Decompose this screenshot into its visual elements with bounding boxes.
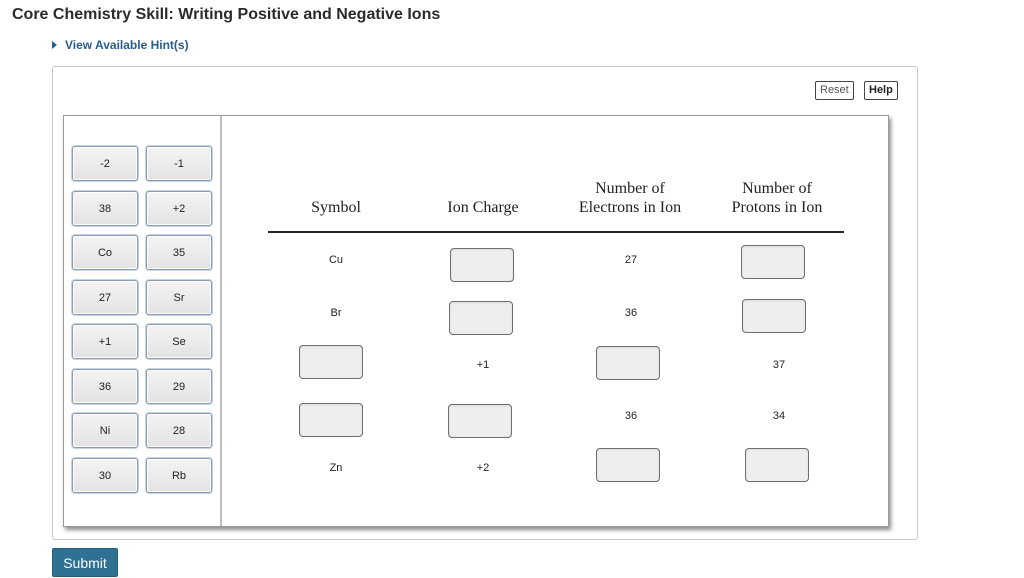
reset-button[interactable]: Reset	[815, 81, 854, 100]
header-electrons	[566, 179, 694, 217]
drop-target-row2-protons[interactable]	[742, 299, 806, 333]
drop-target-row4-charge[interactable]	[448, 404, 512, 438]
answer-chip[interactable]: Ni	[72, 413, 138, 448]
help-button[interactable]: Help	[864, 81, 898, 100]
answer-chip[interactable]: Rb	[146, 458, 212, 493]
drop-target-row3-symbol[interactable]	[299, 345, 363, 379]
answer-chip[interactable]: +2	[146, 191, 212, 226]
header-ion-charge: Ion Charge	[447, 199, 519, 216]
answer-chip[interactable]: Sr	[146, 280, 212, 315]
answer-chip[interactable]: 28	[146, 413, 212, 448]
page-title: Core Chemistry Skill: Writing Positive and Negative Ions	[12, 6, 441, 23]
drop-target-row5-electrons[interactable]	[596, 448, 660, 482]
hints-label: View Available Hint(s)	[65, 38, 189, 52]
row2-electrons: 36	[624, 307, 638, 319]
drop-target-row1-charge[interactable]	[450, 248, 514, 282]
drop-target-row2-charge[interactable]	[449, 301, 513, 335]
row4-electrons: 36	[624, 410, 638, 422]
header-protons	[716, 179, 838, 217]
row5-charge: +2	[476, 462, 490, 474]
answer-chip[interactable]: 38	[72, 191, 138, 226]
row1-electrons: 27	[624, 254, 638, 266]
header-electrons-line1: Number of	[595, 180, 665, 197]
drop-target-row4-symbol[interactable]	[299, 403, 363, 437]
drop-target-row5-protons[interactable]	[745, 448, 809, 482]
answer-chip[interactable]: 27	[72, 280, 138, 315]
expand-triangle-icon	[52, 41, 57, 49]
answer-chip[interactable]: Se	[146, 324, 212, 359]
row3-charge: +1	[476, 359, 490, 371]
row3-protons: 37	[772, 359, 786, 371]
answer-chip[interactable]: 35	[146, 235, 212, 270]
drop-target-row1-protons[interactable]	[741, 245, 805, 279]
header-symbol: Symbol	[311, 199, 361, 216]
row4-protons: 34	[772, 410, 786, 422]
answer-chip[interactable]: Co	[72, 235, 138, 270]
header-divider	[268, 231, 844, 233]
answer-chip[interactable]: 29	[146, 369, 212, 404]
answer-chip[interactable]: 36	[72, 369, 138, 404]
header-protons-line2: Protons in Ion	[731, 199, 823, 216]
row5-symbol: Zn	[329, 462, 343, 474]
drop-target-row3-electrons[interactable]	[596, 346, 660, 380]
drag-drop-work-area	[63, 115, 889, 527]
answer-chip[interactable]: +1	[72, 324, 138, 359]
header-protons-line1: Number of	[742, 180, 812, 197]
answer-palette	[64, 116, 222, 526]
submit-button[interactable]: Submit	[52, 548, 118, 577]
row1-symbol: Cu	[328, 254, 344, 266]
row2-symbol: Br	[330, 307, 342, 319]
answer-chip[interactable]: -1	[146, 146, 212, 181]
view-hints-link[interactable]	[52, 38, 189, 52]
answer-chip[interactable]: -2	[72, 146, 138, 181]
answer-chip[interactable]: 30	[72, 458, 138, 493]
problem-panel	[52, 66, 918, 540]
header-electrons-line2: Electrons in Ion	[578, 199, 682, 216]
